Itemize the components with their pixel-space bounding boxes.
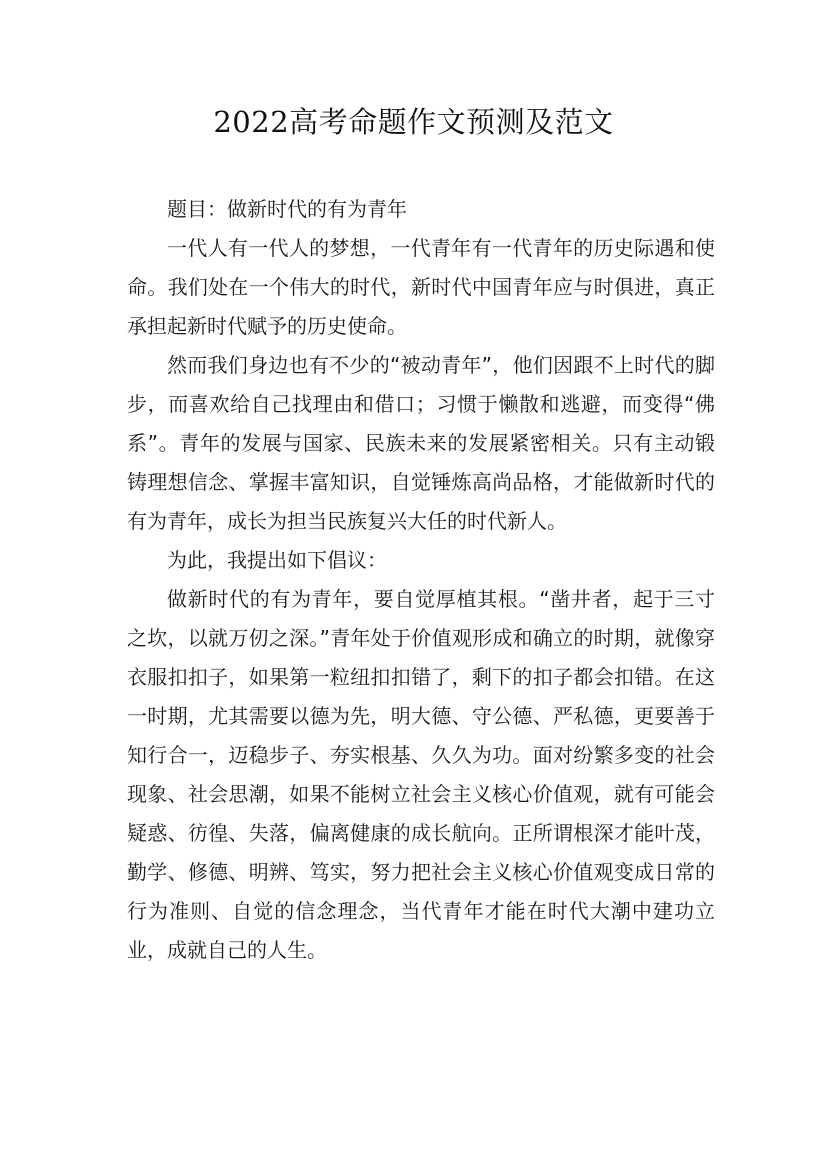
paragraph: 一代人有一代人的梦想，一代青年有一代青年的历史际遇和使命。我们处在一个伟大的时代，新时代中国青年应与时俱进，真正承担起新时代赋予的历史使命。 [127,236,715,338]
paragraph: 做新时代的有为青年，要自觉厚植其根。“凿井者，起于三寸之坎，以就万仞之深。”青年处于价值观形成和确立的时期，就像穿衣服扣扣子，如果第一粒纽扣扣错了，剩下的扣子都会扣错。在这一时期，尤其需要以德为先，明大德、守公德、严私德，更要善于知行合一，迈稳步子、夯实根基、久久为功。面对纷繁多变的社会现象、社会思潮，如果不能树立社会主义核心价值观，就有可能会疑惑、彷徨、失落，偏离健康的成长航向。正所谓根深才能叶茂，勤学、修德、明辨、笃实，努力把社会主义核心价值观变成日常的行为准则、自觉的信念理念，当代青年才能在时代大潮中建功立业，成就自己的人生。 [127,587,715,962]
essay-topic: 题目：做新时代的有为青年 [167,197,407,221]
document-title: 2022高考命题作文预测及范文 [213,105,614,139]
paragraph: 为此，我提出如下倡议： [167,548,387,572]
document-body [127,190,715,970]
paragraph: 然而我们身边也有不少的“被动青年”，他们因跟不上时代的脚步，而喜欢给自己找理由和借口；习惯于懒散和逃避，而变得“佛系”。青年的发展与国家、民族未来的发展紧密相关。只有主动锻铸理想信念、掌握丰富知识，自觉锤炼高尚品格，才能做新时代的有为青年，成长为担当民族复兴大任的时代新人。 [127,353,715,533]
